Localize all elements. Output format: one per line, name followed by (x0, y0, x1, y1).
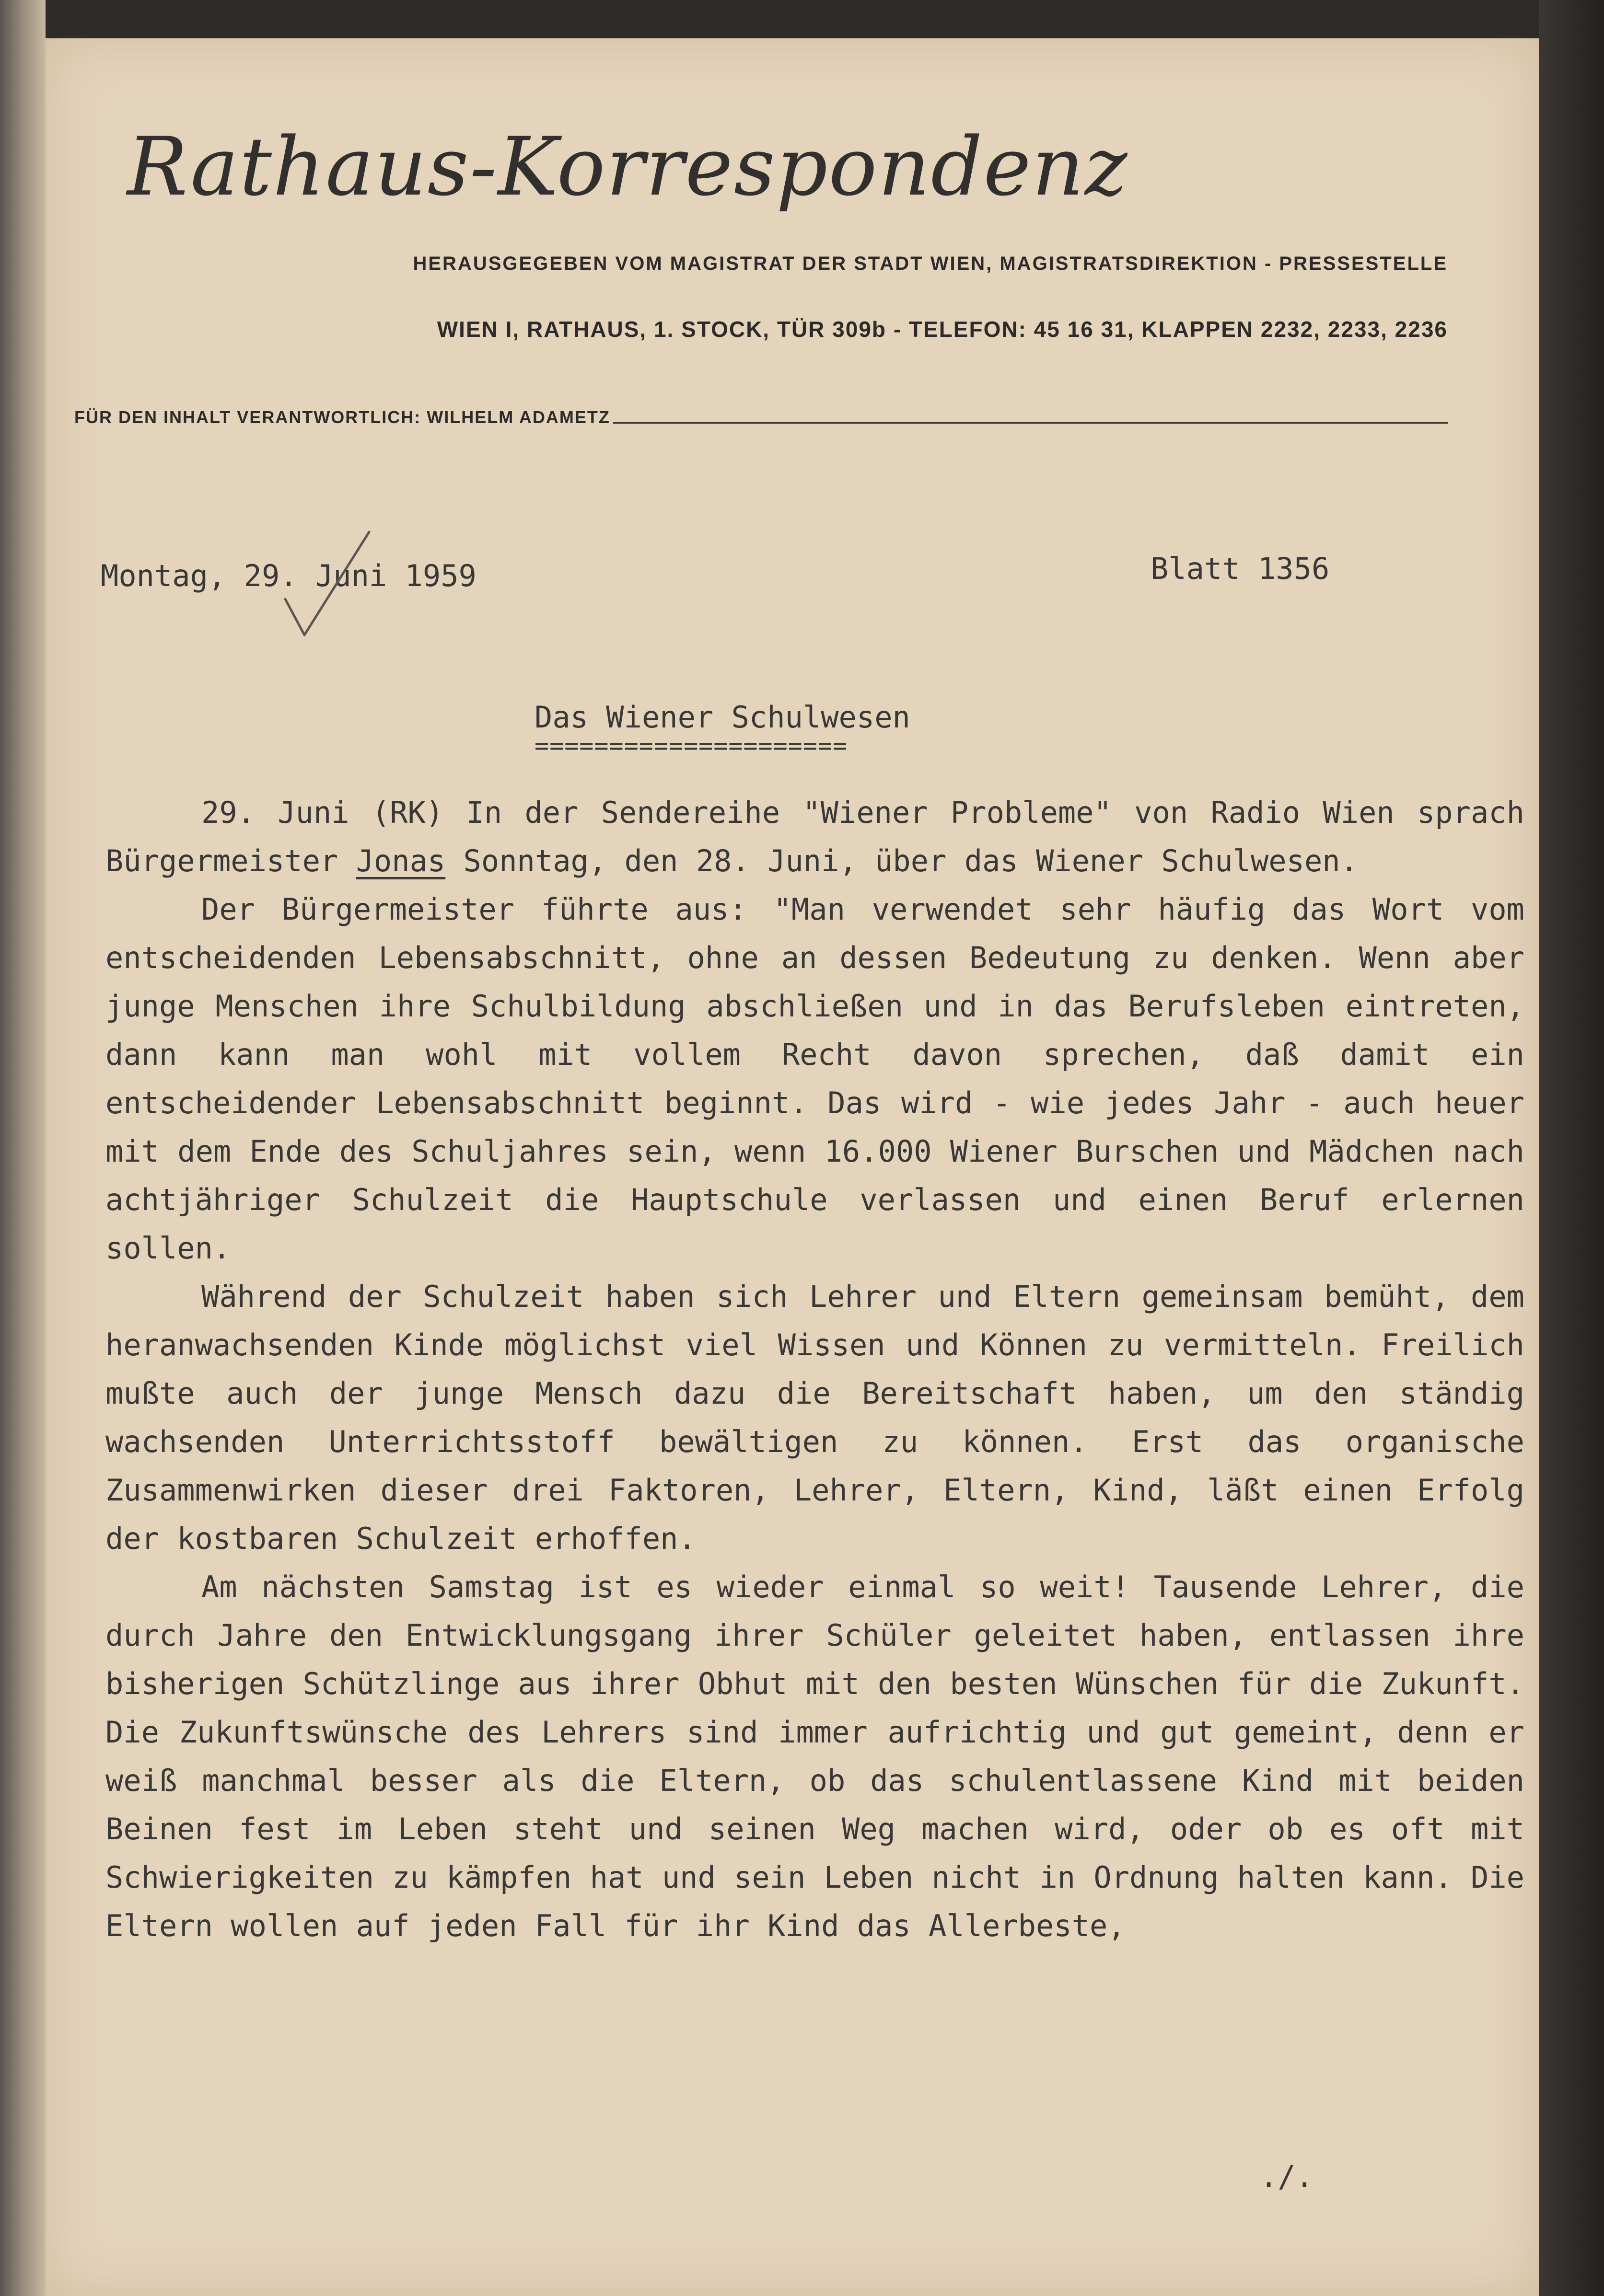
date-line: Montag, 29. Juni 1959 (101, 558, 477, 593)
article-body (105, 788, 1524, 1950)
paragraph-1 (105, 788, 1524, 885)
paragraph-2: Der Bürgermeister führte aus: "Man verwendet sehr häufig das Wort vom entscheidenden Lebensabschnitt, ohne an dessen Bedeutung zu denken. Wenn aber junge Menschen ihre Schulbildung abschließen und in das Berufsleben eintreten, dann kann man wohl mit vollem Recht davon sprechen, daß damit ein entscheidender Lebensabschnitt beginnt. Das wird - wie jedes Jahr - auch heuer mit dem Ende des Schuljahres sein, wenn 16.000 Wiener Burschen und Mädchen nach achtjähriger Schulzeit die Hauptschule verlassen und einen Beruf erlernen sollen. (105, 892, 1524, 1266)
paragraph-4: Am nächsten Samstag ist es wieder einmal so weit! Tausende Lehrer, die durch Jahre den Entwicklungsgang ihrer Schüler geleitet haben, entlassen ihre bisherigen Schützlinge aus ihrer Obhut mit den besten Wünschen für die Zukunft. Die Zukunftswünsche des Lehrers sind immer aufrichtig und gut gemeint, denn er weiß manchmal besser als die Eltern, ob das schulentlassene Kind mit beiden Beinen fest im Leben steht und seinen Weg machen wird, oder ob es oft mit Schwierigkeiten zu kämpfen hat und sein Leben nicht in Ordnung halten kann. Die Eltern wollen auf jeden Fall für ihr Kind das Allerbeste, (105, 1569, 1524, 1943)
back-page-edge (1539, 0, 1604, 2296)
responsible-row (74, 399, 1448, 427)
paragraph-1-text-b: Sonntag, den 28. Juni, über das Wiener Schulwesen. (445, 843, 1358, 878)
paragraph-3: Während der Schulzeit haben sich Lehrer und Eltern gemeinsam bemüht, dem heranwachsenden Kinde möglichst viel Wissen und Können zu vermitteln. Freilich mußte auch der junge Mensch dazu die Bereitschaft haben, um den ständig wachsenden Unterrichtsstoff bewältigen zu können. Erst das organische Zusammenwirken dieser drei Faktoren, Lehrer, Eltern, Kind, läßt einen Erfolg der kostbaren Schulzeit erhoffen. (105, 1279, 1524, 1556)
binding-edge (0, 0, 46, 2296)
header-rule (613, 422, 1448, 424)
checkmark-icon (271, 527, 376, 642)
headline-underline: ===================== (535, 732, 848, 760)
address-line: WIEN I, RATHAUS, 1. STOCK, TÜR 309b - TELEFON: 45 16 31, KLAPPEN 2232, 2233, 2236 (437, 317, 1448, 342)
mayor-name: Jonas (356, 843, 446, 878)
publisher-line: HERAUSGEGEBEN VOM MAGISTRAT DER STADT WIEN, MAGISTRATSDIREKTION - PRESSESTELLE (413, 253, 1448, 274)
paragraph-1-text-a: 29. Juni (RK) In der Sendereihe "Wiener Probleme" von Radio Wien sprach Bürgermeister (105, 795, 1524, 878)
continuation-mark: ./. (1260, 2159, 1313, 2194)
article-headline: Das Wiener Schulwesen (535, 700, 910, 735)
sheet-number: Blatt 1356 (1151, 551, 1330, 586)
masthead-logo: Rathaus-Korrespondenz (127, 120, 1128, 214)
responsible-editor: FÜR DEN INHALT VERANTWORTLICH: WILHELM ADAMETZ (74, 407, 610, 427)
document-page (46, 38, 1539, 2296)
